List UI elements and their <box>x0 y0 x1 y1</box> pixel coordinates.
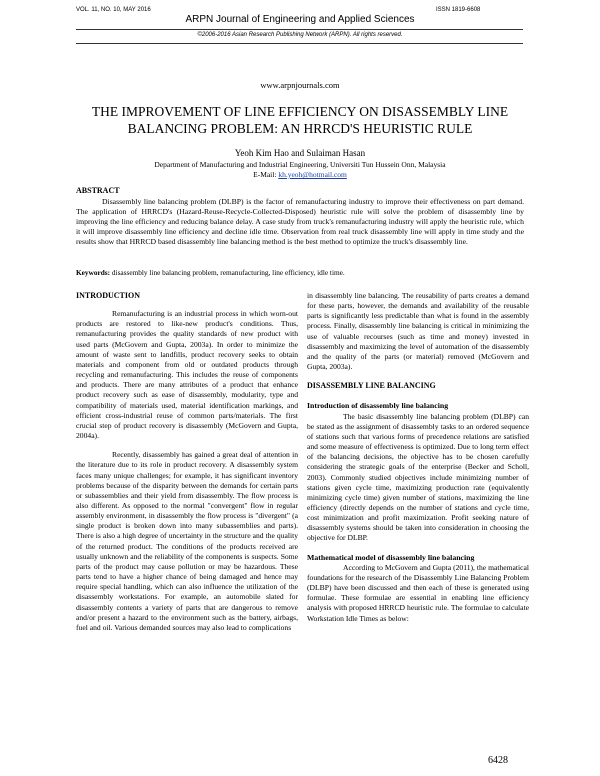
email-link[interactable]: kh.yeoh@hotmail.com <box>278 170 347 179</box>
abstract-text: Disassembly line balancing problem (DLBP) is the factor of remanufacturing industry to improve their effectiveness on part demand. The application of HRRCD's (Hazard-Reuse-Recycle-Collected-Disposed) heuristic rule will solve the problem of disassembly line by improving the line efficiency and reducing balance delay. A case study from truck's remanufacturing industry will apply the heuristic rule, which it will improve disassembly line efficiency and decline idle time. Observation from real truck disassembly line will apply in time study and the results show that HRRCD based disassembly line balancing method is the best method to optimize the truck's disassembly line. <box>76 197 524 247</box>
keywords <box>76 268 524 277</box>
header-rule-top <box>76 29 523 30</box>
header-rule-bottom <box>76 43 523 44</box>
page-number: 6428 <box>488 755 508 766</box>
issn: ISSN 1819-6608 <box>436 7 481 13</box>
intro-paragraph-1: Remanufacturing is an industrial process in which worn-out products are restored to like-new product's conditions. Thus, remanufacturing provides the quality standards of new product with used parts (McGovern and Gupta, 2003a). In order to minimize the amount of waste sent to landfills, product recovery seeks to obtain materials and component from old or outdated products through recycling and remanufacturing. This includes the reuse of components and products. There are many attributes of a product that enhance product recovery such as ease of disassembly, modularity, type and compatibility of materials used, material identification markings, and efficient cross-industrial reuse of common parts/materials. The first crucial step of product recovery is disassembly (McGovern and Gupta, 2004a). <box>76 309 298 441</box>
keywords-label: Keywords: <box>76 268 111 277</box>
volume-info: VOL. 11, NO. 10, MAY 2016 <box>76 7 151 13</box>
copyright-line: ©2006-2016 Asian Research Publishing Network (ARPN). All rights reserved. <box>197 32 403 38</box>
intro-paragraph-2-cont: in disassembly line balancing. The reusability of parts creates a demand for these parts, however, the demands and availability of the reusable parts is significantly less predictable than what is found in the assembly process. Finally, disassembly line balancing is critical in minimizing the use of valuable recourses (such as time and money) invested in disassembly and maximizing the level of automation of the disassembly and the quality of the parts (or material) removed (McGovern and Gupta, 2003a). <box>307 291 529 372</box>
left-column <box>76 291 298 633</box>
affiliation: Department of Manufacturing and Industrial Engineering, Universiti Tun Hussein Onn, Malaysia <box>154 160 446 169</box>
dlb-intro-heading: Introduction of disassembly line balancing <box>307 401 449 411</box>
email-line <box>0 170 600 179</box>
dlb-paragraph-1: The basic disassembly line balancing problem (DLBP) can be stated as the assignment of disassembly tasks to an ordered sequence of stations such that various forms of precedence relations are satisfied and some measure of effectiveness is optimized. Due to long term effect of the balancing decisions, the objective has to be chosen carefully considering the strategic goals of the enterprise (Becker and Scholl, 2003). Commonly studied objectives include minimizing number of stations given cycle time, maximizing production rate (equivalently minimizing cycle time) given number of stations, maximizing the line efficiency (directly depends on the number of stations and cycle time, cost minimization and profit maximization. Profit seeking nature of disassembly systems should be taken into consideration in choosing the objective for DLBP. <box>307 411 529 543</box>
authors: Yeoh Kim Hao and Sulaiman Hasan <box>234 148 366 158</box>
right-column <box>307 291 529 624</box>
math-paragraph-1: According to McGovern and Gupta (2011), the mathematical foundations for the research of the Disassembly Line Balancing Problem (DLBP) have been discussed and then each of these is generated using formulae. These formulae are essential in enabling line efficiency analysis with proposed HRRCD heuristic rule. The formulae to calculate Workstation Idle Times as below: <box>307 562 529 623</box>
journal-name: ARPN Journal of Engineering and Applied Sciences <box>185 14 415 25</box>
paper-title: THE IMPROVEMENT OF LINE EFFICIENCY ON DISASSEMBLY LINE BALANCING PROBLEM: AN HRRCD'S HEURISTIC RULE <box>91 104 509 136</box>
email-label: E-Mail: <box>253 170 277 179</box>
dlb-heading: DISASSEMBLY LINE BALANCING <box>307 381 436 391</box>
keywords-text: disassembly line balancing problem, remanufacturing, line efficiency, idle time. <box>111 268 345 277</box>
abstract-heading: ABSTRACT <box>76 186 120 195</box>
intro-paragraph-2: Recently, disassembly has gained a great deal of attention in the literature due to its role in product recovery. A disassembly system faces many unique challenges; for example, it has significant inventory problems because of the disparity between the demands for certain parts or subassemblies and their yield from disassembly. The flow process is also different. As opposed to the normal "convergent" flow in regular assembly environment, in disassembly the flow process is "divergent" (a single product is broken down into many subassemblies and parts). There is also a high degree of uncertainty in the structure and the quality of the returned product. The conditions of the products received are usually unknown and the reliability of the components is suspects. Some parts of the product may cause pollution or may be hazardous. These parts tend to have a higher chance of being damaged and hence may require special handling, which can also influence the utilization of the disassembly workstations. For example, an automobile slated for disassembly contents a variety of parts that are dangerous to remove and/or present a hazard to the environment such as the battery, airbags, fuel and oil. Various demanded sources may also lead to complications <box>76 450 298 632</box>
intro-heading: INTRODUCTION <box>76 291 141 300</box>
journal-website[interactable]: www.arpnjournals.com <box>260 80 340 90</box>
math-model-heading: Mathematical model of disassembly line balancing <box>307 552 475 562</box>
